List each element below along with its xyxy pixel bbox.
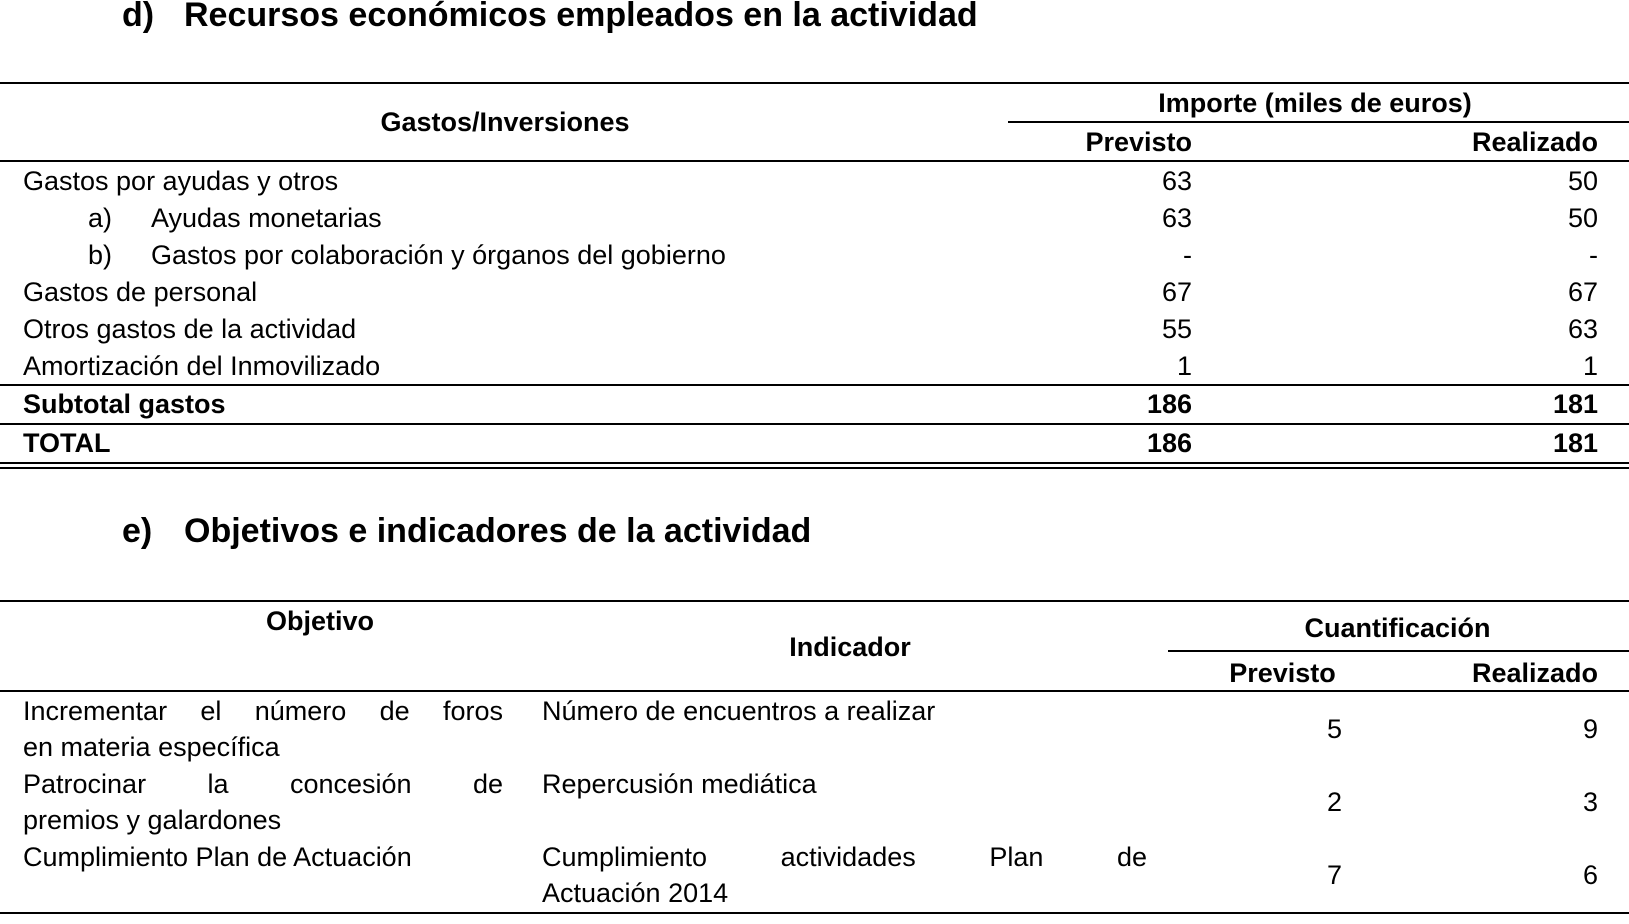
row-label: Amortización del Inmovilizado <box>23 351 381 381</box>
header-realizado: Realizado <box>1471 127 1598 157</box>
indicator-line: Actuación 2014 <box>542 878 729 908</box>
objective-line: premios y galardones <box>23 805 282 835</box>
section-e-number: e) <box>122 512 153 550</box>
row-realizado: 50 <box>1567 203 1598 233</box>
row-realizado: 1 <box>1582 351 1598 381</box>
row-label: Gastos por colaboración y órganos del gobierno <box>151 240 726 270</box>
total-realizado: 181 <box>1552 428 1598 458</box>
row-previsto: 2 <box>1326 787 1342 817</box>
row-realizado: 6 <box>1582 860 1598 890</box>
header-group-rule <box>1008 121 1629 123</box>
row-previsto: 5 <box>1326 714 1342 744</box>
row-label: Gastos por ayudas y otros <box>23 166 339 196</box>
section-d-number: d) <box>122 0 155 34</box>
table-bottom-rule-1 <box>0 462 1629 464</box>
objective-line: Patrocinar la concesión de <box>23 769 503 799</box>
header-bottom-rule <box>0 160 1629 162</box>
row-realizado: 9 <box>1582 714 1598 744</box>
row-realizado: 67 <box>1567 277 1598 307</box>
table-top-rule <box>0 600 1629 602</box>
row-previsto: 63 <box>1161 203 1192 233</box>
row-previsto: 67 <box>1161 277 1192 307</box>
row-previsto: 63 <box>1161 166 1192 196</box>
row-label: Otros gastos de la actividad <box>23 314 357 344</box>
table-bottom-rule-2 <box>0 467 1629 469</box>
objective-line: en materia específica <box>23 732 280 762</box>
subtotal-label: Subtotal gastos <box>23 389 226 419</box>
subtotal-previsto: 186 <box>1146 389 1192 419</box>
row-previsto: - <box>1183 240 1192 270</box>
row-prefix: a) <box>88 203 113 233</box>
row-label: Gastos de personal <box>23 277 258 307</box>
table-bottom-rule <box>0 912 1629 914</box>
header-gastos-inversiones: Gastos/Inversiones <box>380 107 630 137</box>
section-e-title <box>122 512 811 551</box>
row-prefix: b) <box>88 240 113 270</box>
table-top-rule <box>0 82 1629 84</box>
row-realizado: - <box>1589 240 1598 270</box>
indicator-line: Cumplimiento actividades Plan de <box>542 842 1147 872</box>
header-group-rule <box>1168 650 1629 652</box>
section-d-title <box>122 0 978 35</box>
row-previsto: 7 <box>1326 860 1342 890</box>
total-label: TOTAL <box>23 428 111 458</box>
total-previsto: 186 <box>1146 428 1192 458</box>
header-previsto: Previsto <box>1085 127 1192 157</box>
objective-line: Incrementar el número de foros <box>23 696 503 726</box>
objective-line: Cumplimiento Plan de Actuación <box>23 842 412 872</box>
indicator-line: Número de encuentros a realizar <box>542 696 936 726</box>
row-realizado: 50 <box>1567 166 1598 196</box>
section-d-title-text: Recursos económicos empleados en la actividad <box>184 0 978 34</box>
header-bottom-rule <box>0 690 1629 692</box>
header-cuantificacion-group: Cuantificación <box>1304 613 1491 643</box>
header-objetivo: Objetivo <box>265 606 374 636</box>
section-e-title-text: Objetivos e indicadores de la actividad <box>184 512 812 550</box>
row-previsto: 55 <box>1161 314 1192 344</box>
subtotal-realizado: 181 <box>1552 389 1598 419</box>
row-realizado: 63 <box>1567 314 1598 344</box>
header-indicador: Indicador <box>789 632 911 662</box>
row-realizado: 3 <box>1582 787 1598 817</box>
row-previsto: 1 <box>1176 351 1192 381</box>
header-previsto: Previsto <box>1229 658 1336 688</box>
row-label: Ayudas monetarias <box>151 203 382 233</box>
header-realizado: Realizado <box>1471 658 1598 688</box>
indicator-line: Repercusión mediática <box>542 769 817 799</box>
header-importe-group: Importe (miles de euros) <box>1158 88 1472 118</box>
